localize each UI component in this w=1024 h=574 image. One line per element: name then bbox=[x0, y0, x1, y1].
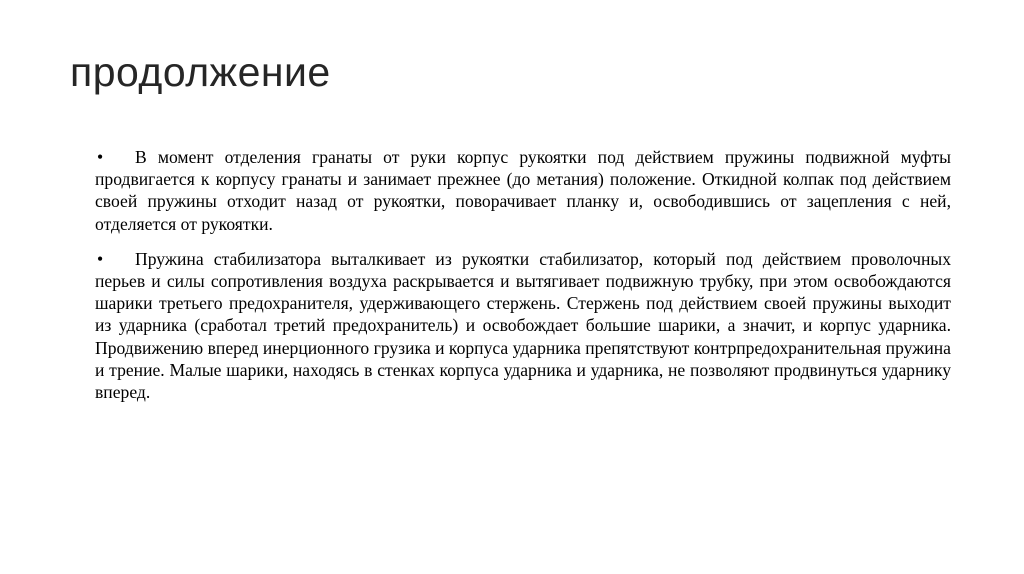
bullet-marker: • bbox=[97, 147, 104, 167]
slide-title: продолжение bbox=[70, 49, 331, 95]
slide-body bbox=[95, 146, 951, 403]
bullet-paragraph bbox=[95, 146, 951, 235]
bullet-paragraph bbox=[95, 248, 951, 403]
bullet-text: В момент отделения гранаты от руки корпус рукоятки под действием пружины подвижной муфты продвигается к корпусу гранаты и занимает прежнее (до метания) положение. Откидной колпак под действием своей пружины отходит назад от рукоятки, поворачивает планку и, освободившись от зацепления с ней, отделяется от рукоятки. bbox=[95, 147, 951, 234]
bullet-text: Пружина стабилизатора выталкивает из рукоятки стабилизатор, который под действием проволочных перьев и силы сопротивления воздуха раскрывается и вытягивает подвижную трубку, при этом освобождаются шарики третьего предохранителя, удерживающего стержень. Стержень под действием своей пружины выходит из ударника (сработал третий предохранитель) и освобождает большие шарики, а значит, и корпус ударника. Продвижению вперед инерционного грузика и корпуса ударника препятствуют контрпредохранительная пружина и трение. Малые шарики, находясь в стенках корпуса ударника и ударника, не позволяют продвинуться ударнику вперед. bbox=[95, 248, 951, 403]
bullet-marker: • bbox=[97, 248, 104, 269]
